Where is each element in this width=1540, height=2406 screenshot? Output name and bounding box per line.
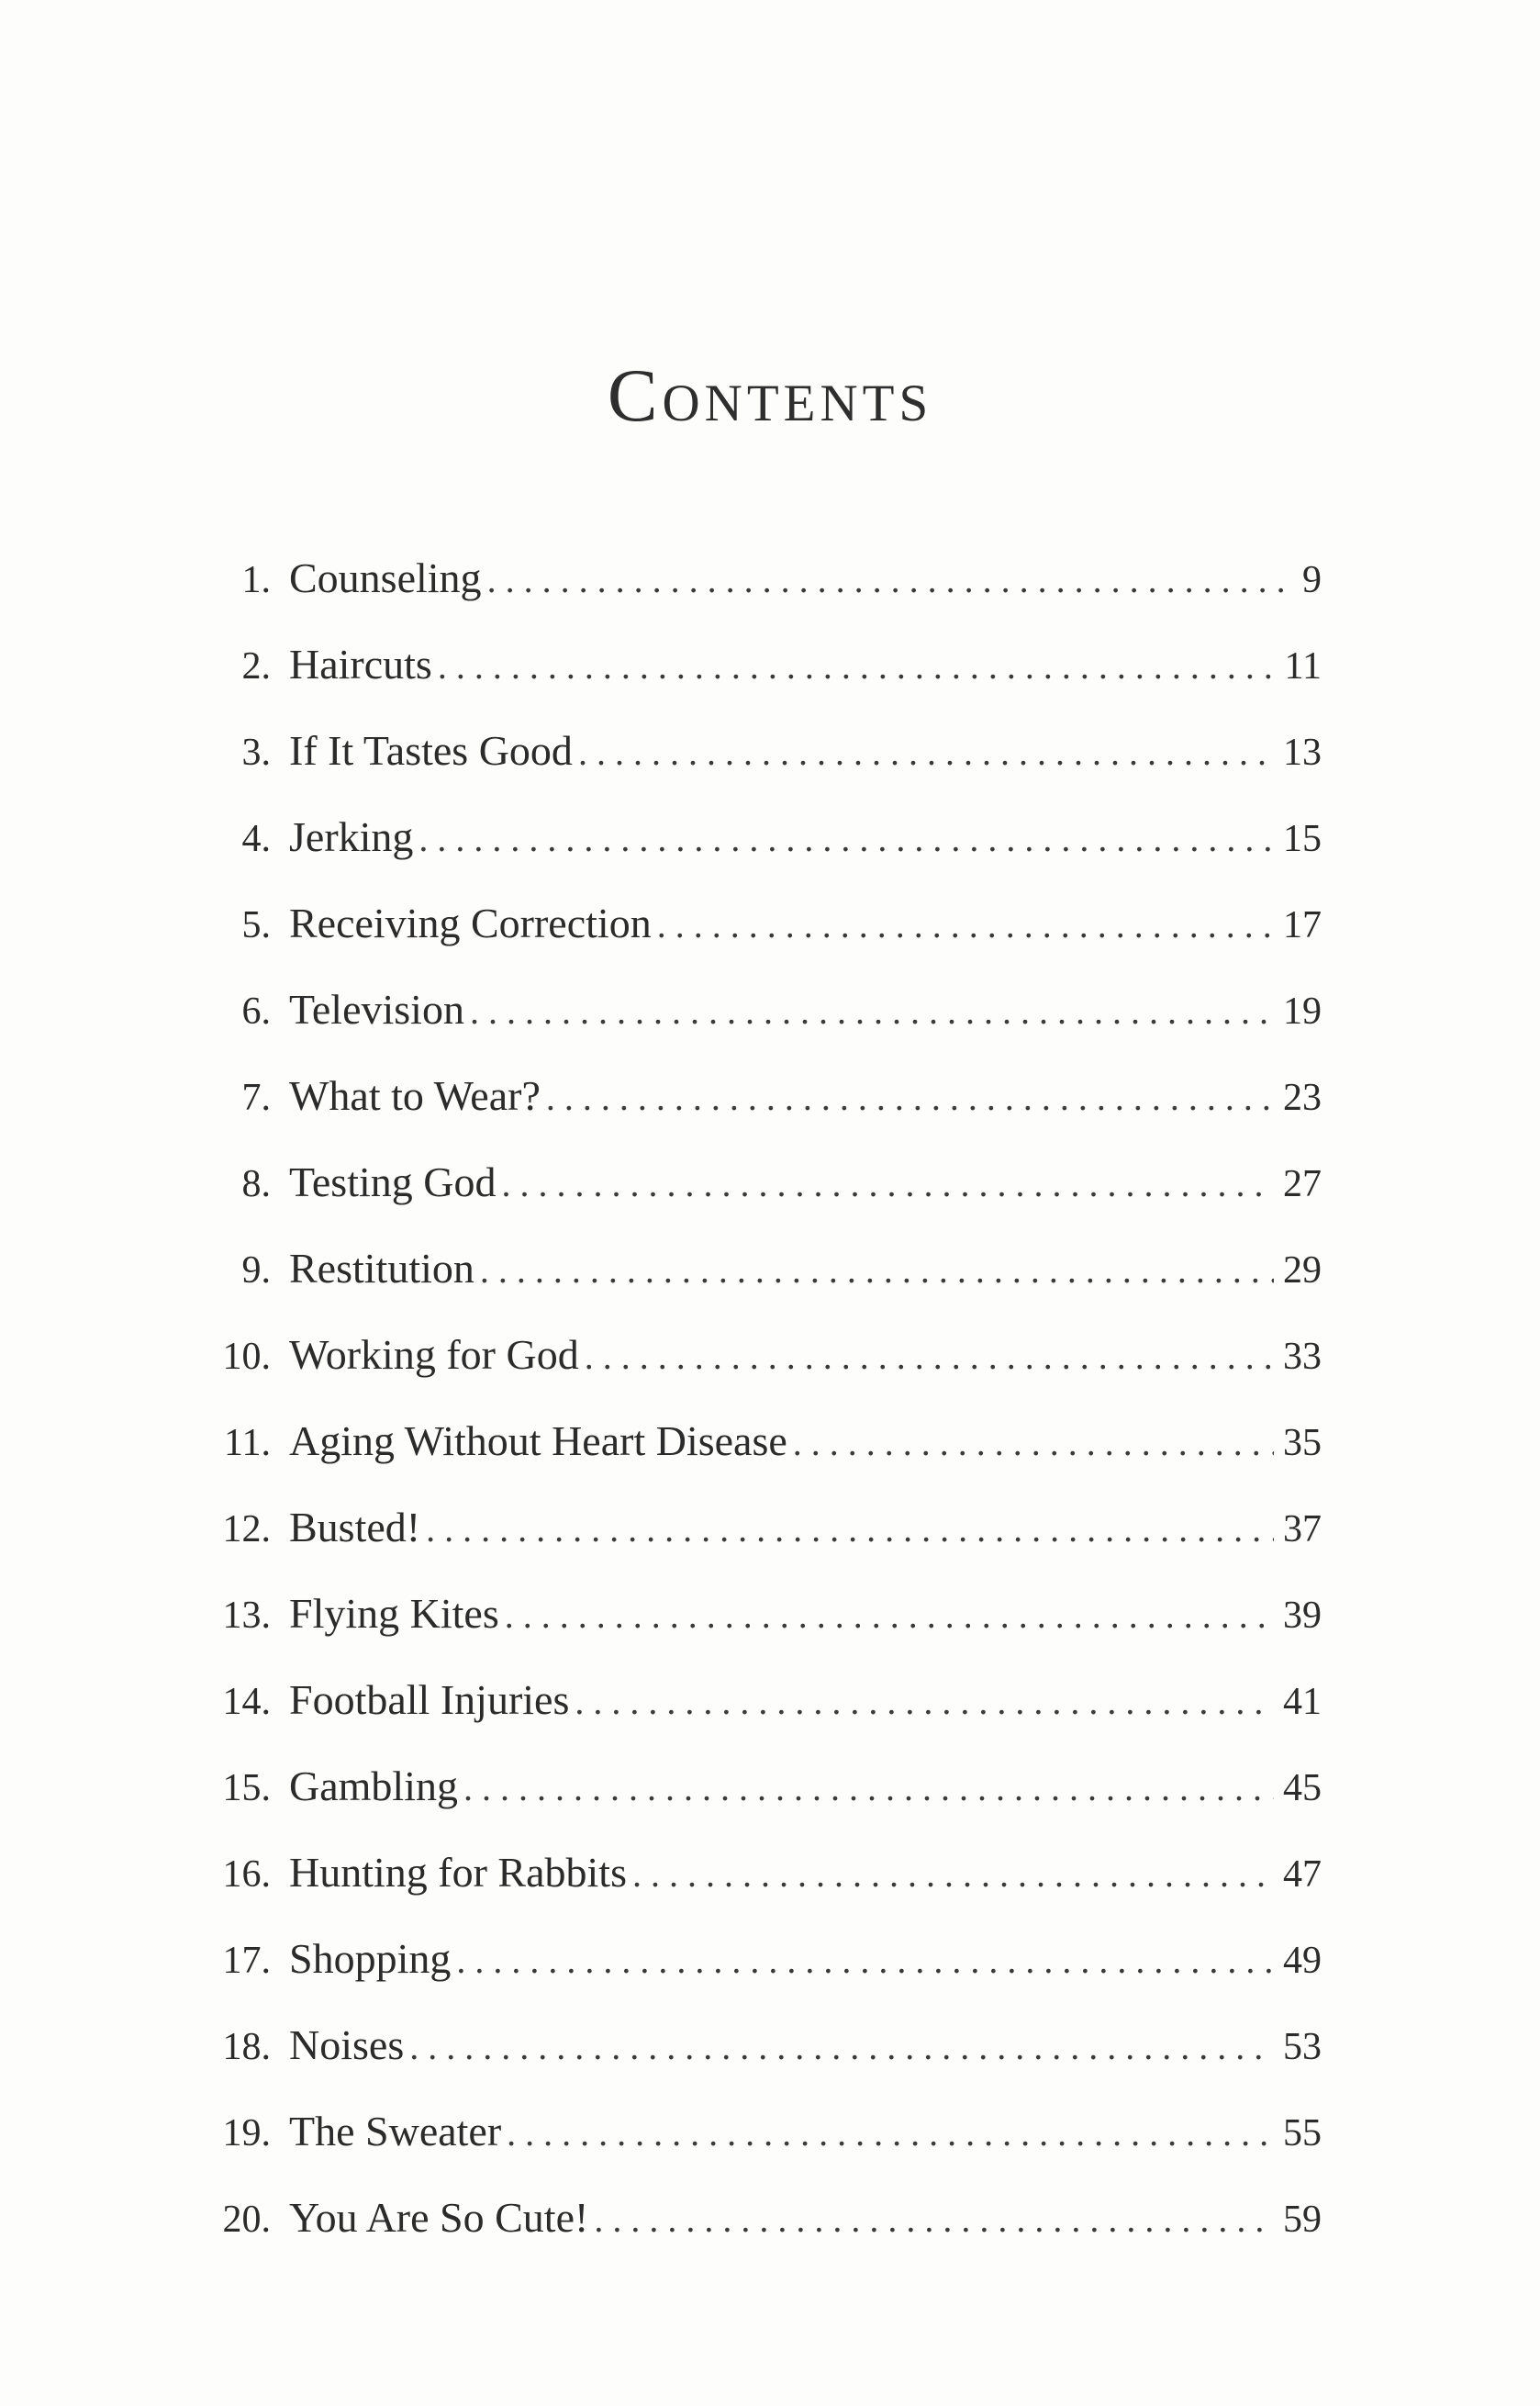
dot-leader <box>456 1929 1274 1993</box>
entry-page: 59 <box>1283 2199 1322 2241</box>
entry-title: If It Tastes Good <box>289 727 573 774</box>
toc-entry <box>197 1841 1322 1927</box>
entry-page: 17 <box>1283 904 1322 946</box>
dot-leader <box>575 1670 1274 1734</box>
entry-number: 16. <box>222 1853 271 1896</box>
entry-number: 10. <box>222 1336 271 1378</box>
entry-page: 45 <box>1283 1767 1322 1809</box>
toc-entry <box>197 2186 1322 2272</box>
dot-leader <box>546 1066 1274 1130</box>
dot-leader <box>657 893 1274 957</box>
entry-title: The Sweater <box>289 2108 502 2154</box>
dot-leader <box>505 1583 1274 1648</box>
entry-number: 5. <box>241 904 271 946</box>
entry-number: 15. <box>222 1767 271 1809</box>
dot-leader <box>463 1756 1274 1820</box>
entry-title: You Are So Cute! <box>289 2194 589 2241</box>
entry-page: 53 <box>1283 2026 1322 2068</box>
dot-leader <box>632 1842 1274 1907</box>
entry-number: 7. <box>241 1077 271 1119</box>
toc-entry <box>197 1237 1322 1323</box>
dot-leader <box>507 2101 1274 2165</box>
entry-page: 33 <box>1283 1336 1322 1378</box>
dot-leader <box>438 634 1276 699</box>
entry-title: Football Injuries <box>289 1676 570 1723</box>
page-title: Contents <box>607 353 933 437</box>
entry-number: 8. <box>241 1163 271 1205</box>
toc-entry <box>197 1409 1322 1495</box>
entry-title: Restitution <box>289 1245 474 1292</box>
entry-number: 3. <box>241 732 271 774</box>
entry-page: 35 <box>1283 1422 1322 1464</box>
dot-leader <box>426 1497 1274 1561</box>
table-of-contents <box>197 546 1322 2272</box>
toc-entry <box>197 978 1322 1064</box>
dot-leader <box>502 1152 1275 1216</box>
toc-entry <box>197 1668 1322 1754</box>
entry-title: Aging Without Heart Disease <box>289 1417 787 1464</box>
dot-leader <box>480 1238 1274 1303</box>
toc-entry <box>197 805 1322 891</box>
toc-entry <box>197 1064 1322 1150</box>
dot-leader <box>409 2015 1274 2079</box>
toc-entry <box>197 1323 1322 1409</box>
entry-number: 1. <box>241 559 271 601</box>
entry-title: Busted! <box>289 1504 421 1550</box>
entry-title: What to Wear? <box>289 1072 541 1119</box>
entry-page: 11 <box>1284 645 1322 688</box>
entry-number: 17. <box>222 1940 271 1982</box>
entry-number: 13. <box>222 1595 271 1637</box>
toc-entry <box>197 1927 1322 2013</box>
entry-page: 9 <box>1302 559 1322 601</box>
entry-page: 29 <box>1283 1249 1322 1292</box>
entry-page: 27 <box>1283 1163 1322 1205</box>
entry-number: 20. <box>222 2199 271 2241</box>
entry-title: Counseling <box>289 554 482 601</box>
entry-title: Working for God <box>289 1331 579 1378</box>
entry-number: 2. <box>241 645 271 688</box>
entry-title: Flying Kites <box>289 1590 499 1637</box>
toc-entry <box>197 891 1322 978</box>
entry-page: 49 <box>1283 1940 1322 1982</box>
entry-page: 47 <box>1283 1853 1322 1896</box>
entry-title: Receiving Correction <box>289 900 652 946</box>
toc-entry <box>197 1754 1322 1841</box>
entry-number: 6. <box>241 990 271 1033</box>
entry-page: 41 <box>1283 1681 1322 1723</box>
dot-leader <box>470 979 1274 1044</box>
entry-title: Noises <box>289 2021 405 2068</box>
entry-title: Shopping <box>289 1935 452 1982</box>
dot-leader <box>578 721 1274 785</box>
entry-title: Jerking <box>289 813 414 860</box>
entry-title: Gambling <box>289 1763 458 1809</box>
toc-entry <box>197 1582 1322 1668</box>
dot-leader <box>487 548 1293 612</box>
entry-title: Testing God <box>289 1158 497 1205</box>
entry-number: 18. <box>222 2026 271 2068</box>
entry-number: 12. <box>222 1508 271 1550</box>
toc-entry <box>197 1150 1322 1237</box>
dot-leader <box>585 1325 1274 1389</box>
toc-entry <box>197 546 1322 632</box>
entry-title: Haircuts <box>289 641 432 688</box>
entry-page: 19 <box>1283 990 1322 1033</box>
entry-number: 14. <box>222 1681 271 1723</box>
entry-page: 37 <box>1283 1508 1322 1550</box>
entry-number: 4. <box>241 818 271 860</box>
entry-number: 9. <box>241 1249 271 1292</box>
toc-entry <box>197 2099 1322 2186</box>
dot-leader <box>418 807 1274 871</box>
entry-number: 11. <box>224 1422 271 1464</box>
entry-page: 13 <box>1283 732 1322 774</box>
dot-leader <box>793 1411 1274 1475</box>
entry-page: 15 <box>1283 818 1322 860</box>
toc-entry <box>197 1495 1322 1582</box>
entry-title: Television <box>289 986 464 1033</box>
entry-page: 55 <box>1283 2112 1322 2154</box>
entry-number: 19. <box>222 2112 271 2154</box>
entry-title: Hunting for Rabbits <box>289 1849 627 1896</box>
entry-page: 23 <box>1283 1077 1322 1119</box>
toc-entry <box>197 719 1322 805</box>
toc-entry <box>197 632 1322 719</box>
toc-entry <box>197 2013 1322 2099</box>
dot-leader <box>594 2188 1274 2252</box>
entry-page: 39 <box>1283 1595 1322 1637</box>
